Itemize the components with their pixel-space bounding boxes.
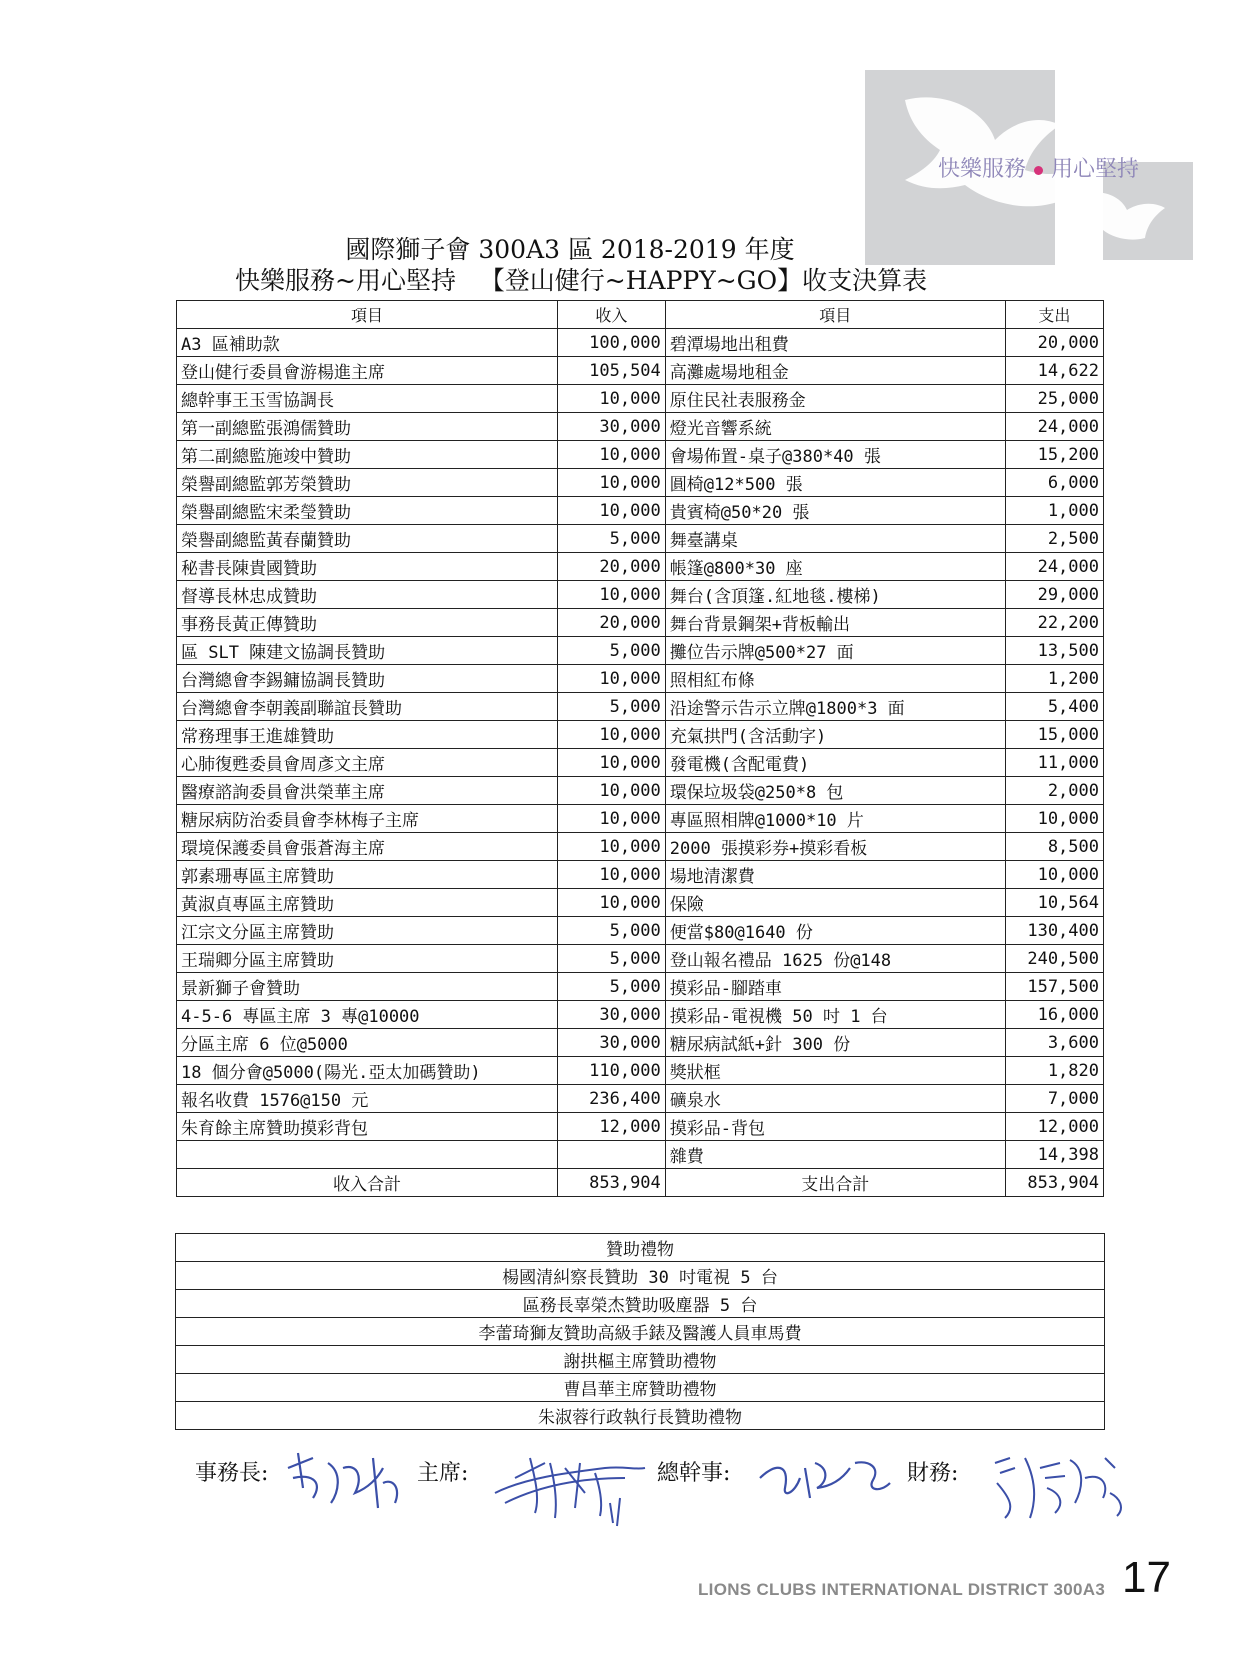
expense-item-cell: 2000 張摸彩券+摸彩看板	[665, 833, 1005, 861]
income-item-cell: 總幹事王玉雪協調長	[177, 385, 558, 413]
expense-amount-cell: 14,398	[1005, 1141, 1103, 1169]
income-item-cell: 報名收費 1576@150 元	[177, 1085, 558, 1113]
expense-amount-cell: 2,500	[1005, 525, 1103, 553]
header-income: 收入	[557, 301, 665, 329]
expense-amount-cell: 8,500	[1005, 833, 1103, 861]
income-amount-cell: 5,000	[557, 637, 665, 665]
income-item-cell: 台灣總會李朝義副聯誼長贊助	[177, 693, 558, 721]
motto-left: 快樂服務	[938, 157, 1027, 182]
table-row	[177, 329, 1104, 357]
table-row	[177, 833, 1104, 861]
expense-amount-cell: 1,820	[1005, 1057, 1103, 1085]
gift-row	[176, 1402, 1105, 1430]
table-row	[177, 1085, 1104, 1113]
table-row	[177, 553, 1104, 581]
income-item-cell: 朱育餘主席贊助摸彩背包	[177, 1113, 558, 1141]
income-item-cell: 第二副總監施竣中贊助	[177, 441, 558, 469]
income-amount-cell: 5,000	[557, 693, 665, 721]
income-item-cell: 秘書長陳貴國贊助	[177, 553, 558, 581]
header-expense: 支出	[1005, 301, 1103, 329]
table-row	[177, 413, 1104, 441]
income-amount-cell: 5,000	[557, 945, 665, 973]
expense-total-value: 853,904	[1005, 1169, 1103, 1197]
table-row	[177, 721, 1104, 749]
expense-amount-cell: 24,000	[1005, 413, 1103, 441]
expense-item-cell: 高灘處場地租金	[665, 357, 1005, 385]
expense-item-cell: 舞台(含頂篷.紅地毯.樓梯)	[665, 581, 1005, 609]
budget-body	[177, 329, 1104, 1169]
income-item-cell: 台灣總會李錫鏞協調長贊助	[177, 665, 558, 693]
page-number: 17	[1122, 1553, 1171, 1602]
gift-item: 楊國清糾察長贊助 30 吋電視 5 台	[176, 1262, 1105, 1290]
income-amount-cell: 10,000	[557, 581, 665, 609]
expense-amount-cell: 240,500	[1005, 945, 1103, 973]
expense-item-cell: 舞台背景鋼架+背板輸出	[665, 609, 1005, 637]
motto-right: 用心堅持	[1051, 157, 1140, 182]
expense-item-cell: 摸彩品-腳踏車	[665, 973, 1005, 1001]
income-amount-cell: 10,000	[557, 385, 665, 413]
income-amount-cell: 10,000	[557, 665, 665, 693]
expense-item-cell: 舞臺講桌	[665, 525, 1005, 553]
expense-item-cell: 便當$80@1640 份	[665, 917, 1005, 945]
expense-amount-cell: 10,564	[1005, 889, 1103, 917]
expense-amount-cell: 130,400	[1005, 917, 1103, 945]
income-amount-cell: 10,000	[557, 805, 665, 833]
income-total-value: 853,904	[557, 1169, 665, 1197]
expense-item-cell: 保險	[665, 889, 1005, 917]
gift-row	[176, 1262, 1105, 1290]
expense-total-label: 支出合計	[665, 1169, 1005, 1197]
expense-amount-cell: 1,000	[1005, 497, 1103, 525]
expense-amount-cell: 16,000	[1005, 1001, 1103, 1029]
income-item-cell: 王瑞卿分區主席贊助	[177, 945, 558, 973]
income-amount-cell: 10,000	[557, 721, 665, 749]
gifts-table	[175, 1233, 1105, 1430]
expense-amount-cell: 24,000	[1005, 553, 1103, 581]
footer-org: LIONS CLUBS INTERNATIONAL DISTRICT 300A3	[698, 1580, 1106, 1599]
table-row	[177, 917, 1104, 945]
expense-item-cell: 摸彩品-背包	[665, 1113, 1005, 1141]
expense-amount-cell: 11,000	[1005, 749, 1103, 777]
expense-amount-cell: 29,000	[1005, 581, 1103, 609]
income-amount-cell: 30,000	[557, 413, 665, 441]
gift-item: 朱淑蓉行政執行長贊助禮物	[176, 1402, 1105, 1430]
table-row	[177, 945, 1104, 973]
table-row	[177, 1113, 1104, 1141]
income-item-cell: 分區主席 6 位@5000	[177, 1029, 558, 1057]
table-row	[177, 805, 1104, 833]
income-amount-cell: 30,000	[557, 1029, 665, 1057]
sig-label-secretary: 總幹事:	[657, 1461, 731, 1486]
expense-amount-cell: 20,000	[1005, 329, 1103, 357]
gift-row	[176, 1374, 1105, 1402]
table-row	[177, 749, 1104, 777]
income-item-cell: 榮譽副總監宋柔瑩贊助	[177, 497, 558, 525]
income-item-cell	[177, 1141, 558, 1169]
income-amount-cell	[557, 1141, 665, 1169]
income-amount-cell: 10,000	[557, 777, 665, 805]
expense-item-cell: 雜費	[665, 1141, 1005, 1169]
income-amount-cell: 10,000	[557, 749, 665, 777]
header-motto	[938, 152, 1139, 183]
income-item-cell: 心肺復甦委員會周彥文主席	[177, 749, 558, 777]
table-row	[177, 469, 1104, 497]
income-amount-cell: 5,000	[557, 917, 665, 945]
expense-item-cell: 發電機(含配電費)	[665, 749, 1005, 777]
header-income-item: 項目	[177, 301, 558, 329]
signature-chair	[485, 1448, 655, 1528]
budget-table	[176, 300, 1104, 1197]
income-amount-cell: 5,000	[557, 525, 665, 553]
header-expense-item: 項目	[665, 301, 1005, 329]
expense-amount-cell: 3,600	[1005, 1029, 1103, 1057]
income-item-cell: 常務理事王進雄贊助	[177, 721, 558, 749]
expense-amount-cell: 7,000	[1005, 1085, 1103, 1113]
expense-item-cell: 燈光音響系統	[665, 413, 1005, 441]
income-item-cell: 督導長林忠成贊助	[177, 581, 558, 609]
expense-amount-cell: 15,000	[1005, 721, 1103, 749]
table-row	[177, 777, 1104, 805]
expense-item-cell: 帳篷@800*30 座	[665, 553, 1005, 581]
sig-label-finance: 財務:	[907, 1461, 959, 1486]
expense-item-cell: 礦泉水	[665, 1085, 1005, 1113]
income-item-cell: 黃淑貞專區主席贊助	[177, 889, 558, 917]
income-item-cell: 區 SLT 陳建文協調長贊助	[177, 637, 558, 665]
expense-amount-cell: 10,000	[1005, 805, 1103, 833]
signature-affairs	[283, 1448, 413, 1518]
signature-line	[195, 1456, 1155, 1536]
expense-item-cell: 攤位告示牌@500*27 面	[665, 637, 1005, 665]
gift-row	[176, 1290, 1105, 1318]
income-amount-cell: 10,000	[557, 469, 665, 497]
table-row	[177, 693, 1104, 721]
expense-item-cell: 場地清潔費	[665, 861, 1005, 889]
expense-amount-cell: 6,000	[1005, 469, 1103, 497]
income-item-cell: 榮譽副總監郭芳榮贊助	[177, 469, 558, 497]
table-row	[177, 525, 1104, 553]
sig-label-affairs: 事務長:	[195, 1461, 269, 1486]
gift-row	[176, 1346, 1105, 1374]
gift-row	[176, 1318, 1105, 1346]
table-row	[177, 637, 1104, 665]
table-row	[177, 1141, 1104, 1169]
table-row	[177, 973, 1104, 1001]
report-title-line1: 國際獅子會 300A3 區 2018-2019 年度	[345, 235, 795, 264]
income-item-cell: 糖尿病防治委員會李林梅子主席	[177, 805, 558, 833]
income-amount-cell: 10,000	[557, 833, 665, 861]
expense-item-cell: 圓椅@12*500 張	[665, 469, 1005, 497]
income-amount-cell: 30,000	[557, 1001, 665, 1029]
income-amount-cell: 100,000	[557, 329, 665, 357]
table-row	[177, 861, 1104, 889]
expense-amount-cell: 1,200	[1005, 665, 1103, 693]
income-item-cell: 登山健行委員會游楊進主席	[177, 357, 558, 385]
income-item-cell: 榮譽副總監黃春蘭贊助	[177, 525, 558, 553]
income-amount-cell: 10,000	[557, 441, 665, 469]
income-total-label: 收入合計	[177, 1169, 558, 1197]
table-row	[177, 357, 1104, 385]
income-amount-cell: 10,000	[557, 861, 665, 889]
table-row	[177, 497, 1104, 525]
income-item-cell: 第一副總監張鴻儒贊助	[177, 413, 558, 441]
income-item-cell: 郭素珊專區主席贊助	[177, 861, 558, 889]
signature-secretary	[755, 1448, 895, 1508]
expense-item-cell: 充氣拱門(含活動字)	[665, 721, 1005, 749]
expense-amount-cell: 13,500	[1005, 637, 1103, 665]
report-title-line2: 快樂服務~用心堅持 【登山健行~HAPPY~GO】收支決算表	[235, 266, 928, 295]
table-row	[177, 609, 1104, 637]
expense-amount-cell: 22,200	[1005, 609, 1103, 637]
income-amount-cell: 105,504	[557, 357, 665, 385]
expense-item-cell: 糖尿病試紙+針 300 份	[665, 1029, 1005, 1057]
expense-item-cell: 摸彩品-電視機 50 吋 1 台	[665, 1001, 1005, 1029]
income-item-cell: 江宗文分區主席贊助	[177, 917, 558, 945]
expense-item-cell: 專區照相牌@1000*10 片	[665, 805, 1005, 833]
table-row	[177, 581, 1104, 609]
expense-item-cell: 原住民社表服務金	[665, 385, 1005, 413]
expense-amount-cell: 25,000	[1005, 385, 1103, 413]
expense-item-cell: 環保垃圾袋@250*8 包	[665, 777, 1005, 805]
income-item-cell: A3 區補助款	[177, 329, 558, 357]
table-row	[177, 1001, 1104, 1029]
income-amount-cell: 12,000	[557, 1113, 665, 1141]
expense-amount-cell: 157,500	[1005, 973, 1103, 1001]
totals-row	[177, 1169, 1104, 1197]
gifts-title: 贊助禮物	[176, 1234, 1105, 1262]
income-item-cell: 環境保護委員會張蒼海主席	[177, 833, 558, 861]
income-item-cell: 18 個分會@5000(陽光.亞太加碼贊助)	[177, 1057, 558, 1085]
expense-item-cell: 照相紅布條	[665, 665, 1005, 693]
sig-label-chair: 主席:	[417, 1461, 469, 1486]
expense-amount-cell: 15,200	[1005, 441, 1103, 469]
gift-item: 謝拱樞主席贊助禮物	[176, 1346, 1105, 1374]
expense-amount-cell: 12,000	[1005, 1113, 1103, 1141]
table-row	[177, 1029, 1104, 1057]
income-amount-cell: 20,000	[557, 609, 665, 637]
income-item-cell: 醫療諮詢委員會洪榮華主席	[177, 777, 558, 805]
expense-amount-cell: 14,622	[1005, 357, 1103, 385]
gift-item: 李蕾琦獅友贊助高級手錶及醫護人員車馬費	[176, 1318, 1105, 1346]
expense-item-cell: 貴賓椅@50*20 張	[665, 497, 1005, 525]
expense-item-cell: 會場佈置-桌子@380*40 張	[665, 441, 1005, 469]
table-row	[177, 889, 1104, 917]
expense-item-cell: 登山報名禮品 1625 份@148	[665, 945, 1005, 973]
income-amount-cell: 10,000	[557, 889, 665, 917]
expense-amount-cell: 2,000	[1005, 777, 1103, 805]
table-row	[177, 385, 1104, 413]
expense-item-cell: 碧潭場地出租費	[665, 329, 1005, 357]
table-header-row	[177, 301, 1104, 329]
income-amount-cell: 236,400	[557, 1085, 665, 1113]
income-amount-cell: 20,000	[557, 553, 665, 581]
gifts-title-row	[176, 1234, 1105, 1262]
income-item-cell: 事務長黃正傳贊助	[177, 609, 558, 637]
income-amount-cell: 5,000	[557, 973, 665, 1001]
income-item-cell: 4-5-6 專區主席 3 專@10000	[177, 1001, 558, 1029]
income-amount-cell: 110,000	[557, 1057, 665, 1085]
income-item-cell: 景新獅子會贊助	[177, 973, 558, 1001]
expense-amount-cell: 10,000	[1005, 861, 1103, 889]
table-row	[177, 665, 1104, 693]
table-row	[177, 1057, 1104, 1085]
table-row	[177, 441, 1104, 469]
signature-finance	[985, 1448, 1135, 1523]
expense-amount-cell: 5,400	[1005, 693, 1103, 721]
income-amount-cell: 10,000	[557, 497, 665, 525]
expense-item-cell: 沿途警示告示立牌@1800*3 面	[665, 693, 1005, 721]
gift-item: 曹昌華主席贊助禮物	[176, 1374, 1105, 1402]
motto-dot-icon	[1034, 166, 1043, 175]
gift-item: 區務長辜榮杰贊助吸塵器 5 台	[176, 1290, 1105, 1318]
expense-item-cell: 獎狀框	[665, 1057, 1005, 1085]
